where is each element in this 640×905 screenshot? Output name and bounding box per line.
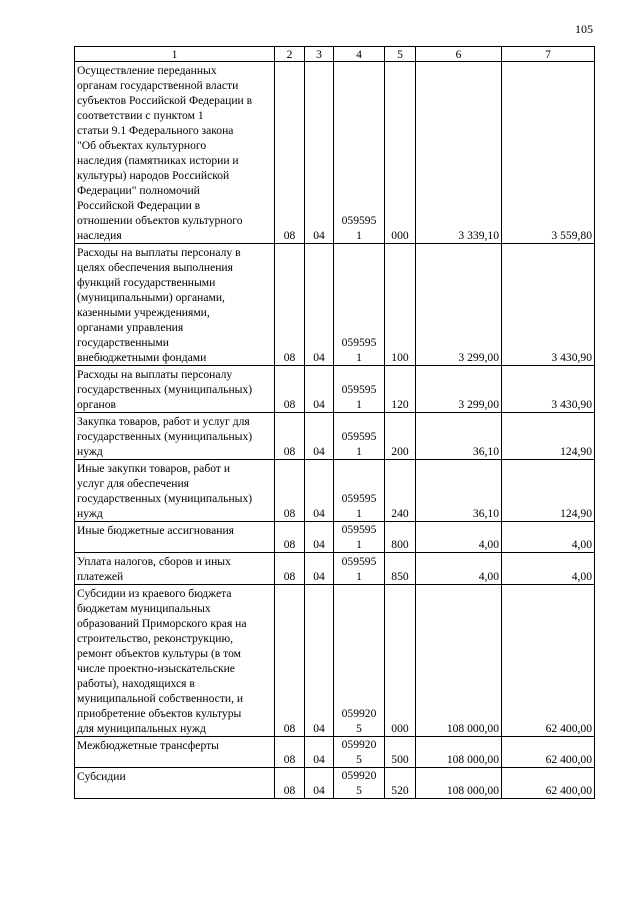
- row-name-cell: Закупка товаров, работ и услуг для государственных (муниципальных) нужд: [75, 413, 275, 460]
- row-expense-type-cell: 000: [385, 585, 416, 737]
- table-row: [75, 737, 595, 768]
- table-header-row: [75, 47, 595, 62]
- row-subsection-cell: 04: [305, 553, 334, 585]
- table-row: [75, 460, 595, 522]
- row-amount-1-cell: 4,00: [416, 522, 502, 553]
- row-section-cell: 08: [275, 413, 305, 460]
- row-name-cell: Расходы на выплаты персоналу государственных (муниципальных) органов: [75, 366, 275, 413]
- row-section-cell: 08: [275, 522, 305, 553]
- row-amount-1-cell: 3 299,00: [416, 366, 502, 413]
- header-col-6: 6: [416, 47, 502, 62]
- row-section-cell: 08: [275, 737, 305, 768]
- header-col-2: 2: [275, 47, 305, 62]
- row-name-cell: Межбюджетные трансферты: [75, 737, 275, 768]
- header-col-5: 5: [385, 47, 416, 62]
- row-name-cell: Расходы на выплаты персоналу в целях обеспечения выполнения функций государственными (муниципальными) органами, казенными учреждениями, органами управления государственными внебюджетными фондами: [75, 244, 275, 366]
- row-expense-type-cell: 200: [385, 413, 416, 460]
- table-row: [75, 553, 595, 585]
- row-amount-1-cell: 3 339,10: [416, 62, 502, 244]
- row-amount-2-cell: 4,00: [502, 522, 595, 553]
- row-amount-1-cell: 3 299,00: [416, 244, 502, 366]
- row-target-article-cell: 059595 1: [334, 244, 385, 366]
- row-section-cell: 08: [275, 244, 305, 366]
- row-expense-type-cell: 000: [385, 62, 416, 244]
- row-amount-1-cell: 4,00: [416, 553, 502, 585]
- row-section-cell: 08: [275, 585, 305, 737]
- row-name-cell: Субсидии из краевого бюджета бюджетам муниципальных образований Приморского края на строительство, реконструкцию, ремонт объектов культуры (в том числе проектно-изыскательские работы), находящихся в муниципальной собственности, и приобретение объектов культуры для муниципальных нужд: [75, 585, 275, 737]
- row-target-article-cell: 059920 5: [334, 768, 385, 799]
- row-expense-type-cell: 800: [385, 522, 416, 553]
- row-amount-2-cell: 62 400,00: [502, 768, 595, 799]
- row-amount-2-cell: 124,90: [502, 460, 595, 522]
- row-target-article-cell: 059595 1: [334, 553, 385, 585]
- row-subsection-cell: 04: [305, 413, 334, 460]
- row-subsection-cell: 04: [305, 460, 334, 522]
- table-row: [75, 585, 595, 737]
- header-col-7: 7: [502, 47, 595, 62]
- row-amount-2-cell: 62 400,00: [502, 585, 595, 737]
- row-subsection-cell: 04: [305, 737, 334, 768]
- row-section-cell: 08: [275, 62, 305, 244]
- table-row: [75, 768, 595, 799]
- row-target-article-cell: 059595 1: [334, 522, 385, 553]
- row-expense-type-cell: 100: [385, 244, 416, 366]
- row-amount-2-cell: 124,90: [502, 413, 595, 460]
- page-number: 105: [575, 22, 593, 36]
- row-expense-type-cell: 500: [385, 737, 416, 768]
- row-target-article-cell: 059595 1: [334, 366, 385, 413]
- table-row: [75, 366, 595, 413]
- header-col-1: 1: [75, 47, 275, 62]
- row-expense-type-cell: 850: [385, 553, 416, 585]
- row-name-cell: Осуществление переданных органам государственной власти субъектов Российской Федерации в соответствии с пунктом 1 статьи 9.1 Федерального закона "Об объектах культурного наследия (памятниках истории и культуры) народов Российской Федерации" полномочий Российской Федерации в отношении объектов культурного наследия: [75, 62, 275, 244]
- header-col-4: 4: [334, 47, 385, 62]
- row-subsection-cell: 04: [305, 62, 334, 244]
- row-amount-1-cell: 108 000,00: [416, 768, 502, 799]
- row-section-cell: 08: [275, 768, 305, 799]
- row-section-cell: 08: [275, 460, 305, 522]
- row-amount-2-cell: 3 430,90: [502, 366, 595, 413]
- row-section-cell: 08: [275, 553, 305, 585]
- row-amount-2-cell: 62 400,00: [502, 737, 595, 768]
- row-subsection-cell: 04: [305, 585, 334, 737]
- row-target-article-cell: 059595 1: [334, 413, 385, 460]
- row-name-cell: Иные бюджетные ассигнования: [75, 522, 275, 553]
- table-row: [75, 522, 595, 553]
- row-target-article-cell: 059595 1: [334, 62, 385, 244]
- row-subsection-cell: 04: [305, 522, 334, 553]
- row-name-cell: Субсидии: [75, 768, 275, 799]
- table-row: [75, 413, 595, 460]
- row-amount-1-cell: 108 000,00: [416, 737, 502, 768]
- row-expense-type-cell: 520: [385, 768, 416, 799]
- row-name-cell: Иные закупки товаров, работ и услуг для обеспечения государственных (муниципальных) нужд: [75, 460, 275, 522]
- table-row: [75, 62, 595, 244]
- row-target-article-cell: 059920 5: [334, 737, 385, 768]
- row-expense-type-cell: 120: [385, 366, 416, 413]
- row-subsection-cell: 04: [305, 768, 334, 799]
- row-name-cell: Уплата налогов, сборов и иных платежей: [75, 553, 275, 585]
- row-amount-2-cell: 3 430,90: [502, 244, 595, 366]
- row-amount-1-cell: 108 000,00: [416, 585, 502, 737]
- row-amount-1-cell: 36,10: [416, 460, 502, 522]
- row-amount-1-cell: 36,10: [416, 413, 502, 460]
- row-amount-2-cell: 4,00: [502, 553, 595, 585]
- table-row: [75, 244, 595, 366]
- header-col-3: 3: [305, 47, 334, 62]
- row-section-cell: 08: [275, 366, 305, 413]
- row-target-article-cell: 059595 1: [334, 460, 385, 522]
- row-subsection-cell: 04: [305, 244, 334, 366]
- row-expense-type-cell: 240: [385, 460, 416, 522]
- budget-table: [74, 46, 595, 799]
- row-subsection-cell: 04: [305, 366, 334, 413]
- row-target-article-cell: 059920 5: [334, 585, 385, 737]
- row-amount-2-cell: 3 559,80: [502, 62, 595, 244]
